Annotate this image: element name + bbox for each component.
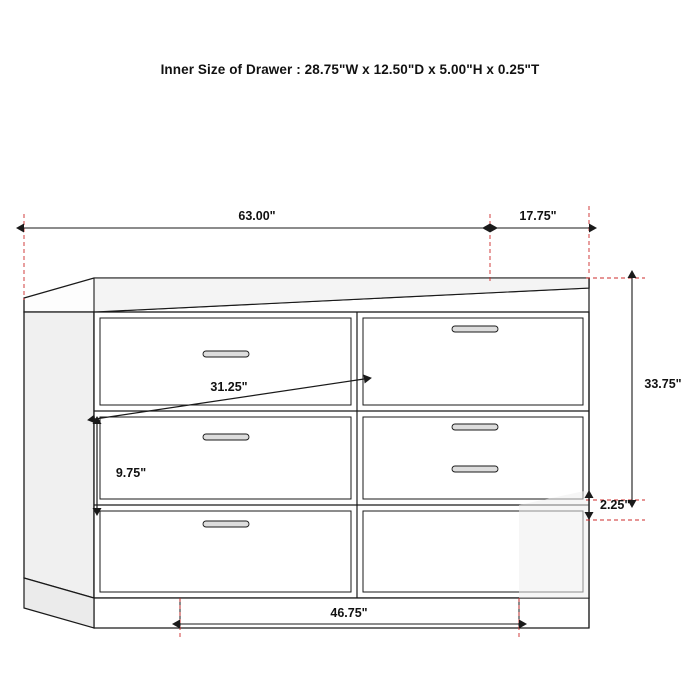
dimension-label-overall-width: 63.00" — [238, 209, 276, 223]
dimension-overall-width — [24, 209, 490, 228]
drawer-grid — [94, 312, 589, 598]
dimension-label-base-height: 2.25" — [600, 498, 631, 512]
drawer-handle-icon — [452, 326, 498, 332]
dresser-top-panel — [24, 278, 589, 312]
drawer-handle-icon — [452, 424, 498, 430]
drawer-row1-right[interactable] — [363, 318, 583, 405]
drawer-handle-icon — [203, 351, 249, 357]
dresser-left-side-panel — [24, 312, 94, 598]
drawer-row2-left[interactable] — [100, 417, 351, 499]
dimension-side-depth — [490, 209, 589, 228]
drawer-handle-icon — [452, 466, 498, 472]
dimension-label-drawer-interior-width: 31.25" — [210, 380, 248, 394]
drawer-handle-icon — [203, 521, 249, 527]
dimension-label-drawer-interior-height: 9.75" — [115, 466, 147, 480]
dimension-label-overall-height: 33.75" — [644, 377, 682, 391]
dimension-label-side-depth: 17.75" — [519, 209, 557, 223]
drawer-handle-icon — [203, 434, 249, 440]
dimension-overall-height — [632, 278, 682, 500]
page-title: Inner Size of Drawer : 28.75"W x 12.50"D x 5.00"H x 0.25"T — [160, 62, 540, 77]
dresser-body — [24, 278, 589, 628]
drawer-row3-left[interactable] — [100, 511, 351, 592]
dimension-label-base-width: 46.75" — [330, 606, 368, 620]
drawer-row2-right[interactable] — [363, 417, 583, 499]
